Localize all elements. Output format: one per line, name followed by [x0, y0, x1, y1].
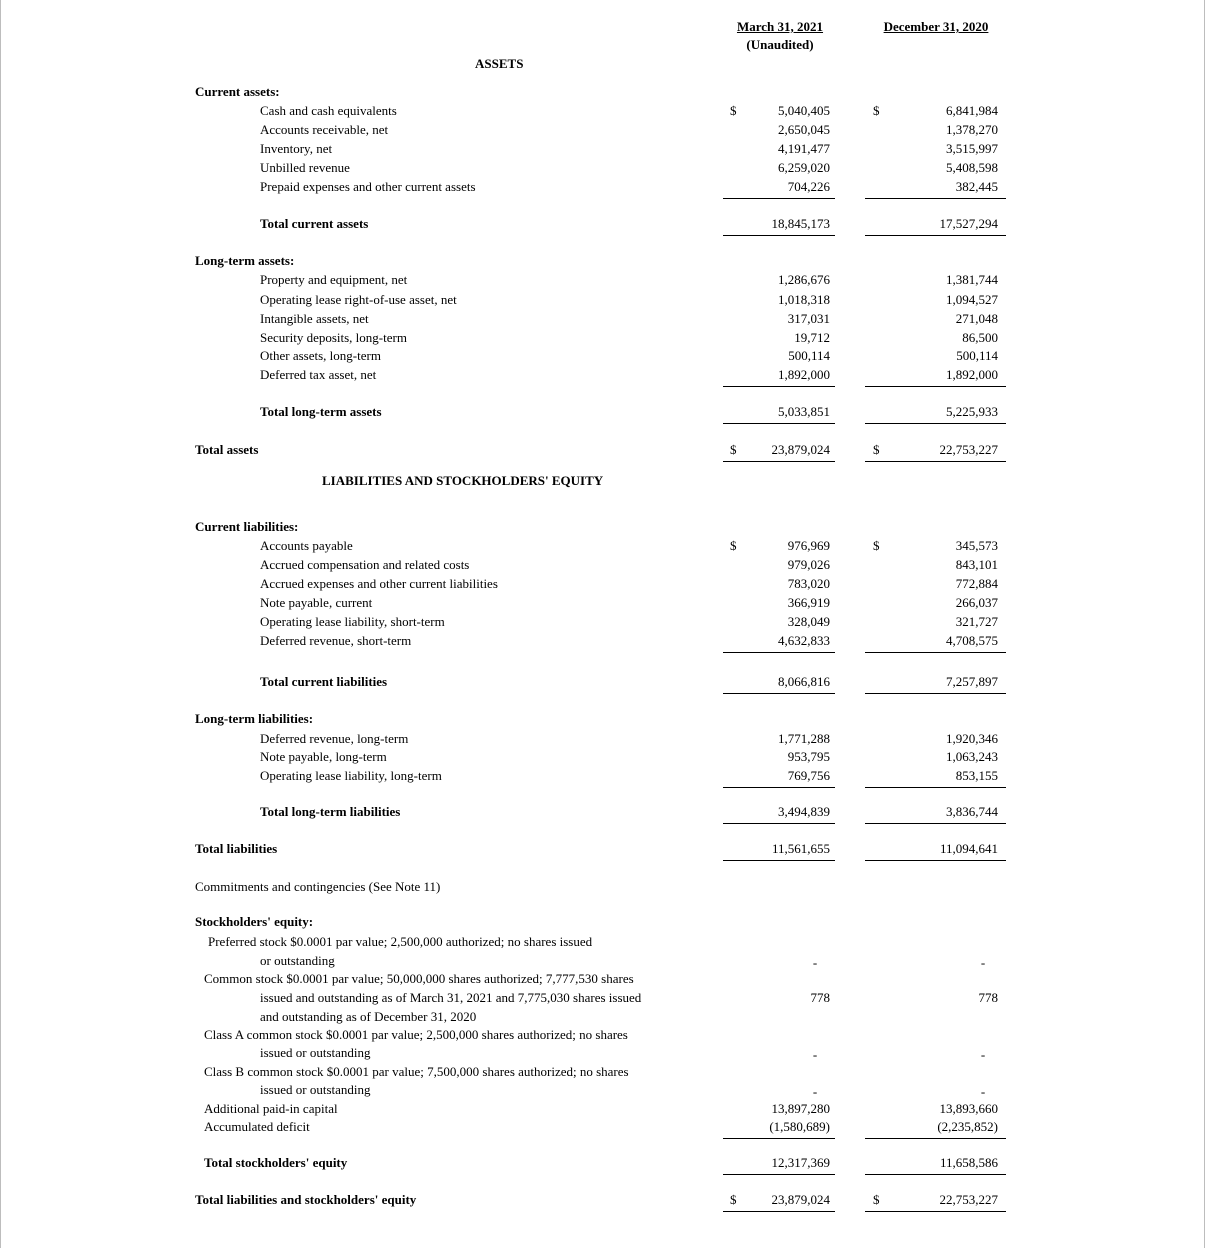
rule-line	[723, 1211, 835, 1212]
row-label: Note payable, current	[260, 595, 373, 610]
row-label: Accounts payable	[260, 538, 353, 553]
row-label: Deferred revenue, long-term	[260, 731, 409, 746]
rule-line	[723, 386, 835, 387]
rule-line	[865, 1174, 1006, 1175]
value-december-2020: 17,527,294	[939, 216, 998, 231]
rule-line	[865, 386, 1006, 387]
rule-line	[723, 198, 835, 199]
value-march-2021: 783,020	[787, 576, 830, 591]
row-label: Operating lease right-of-use asset, net	[260, 292, 457, 307]
rule-line	[865, 423, 1006, 424]
rule-line	[865, 198, 1006, 199]
value-march-2021: 19,712	[794, 330, 830, 345]
rule-line	[865, 1211, 1006, 1212]
rule-line	[723, 1138, 835, 1139]
value-december-2020: 3,836,744	[946, 804, 998, 819]
value-march-2021: 1,018,318	[778, 292, 830, 307]
row-label: Long-term assets:	[195, 253, 295, 268]
value-december-2020: 1,063,243	[946, 749, 998, 764]
rule-line	[865, 235, 1006, 236]
row-label: Note payable, long-term	[260, 749, 387, 764]
value-december-2020: 1,094,527	[946, 292, 998, 307]
value-december-2020: 7,257,897	[946, 674, 998, 689]
value-december-2020: 382,445	[955, 179, 998, 194]
value-december-2020: 5,225,933	[946, 404, 998, 419]
row-label: Class B common stock $0.0001 par value; 7,500,000 shares authorized; no shares	[204, 1064, 629, 1079]
value-march-2021: 317,031	[787, 311, 830, 326]
dollar-sign: $	[730, 538, 737, 553]
row-label: Security deposits, long-term	[260, 330, 407, 345]
value-march-2021: -	[812, 955, 818, 970]
value-march-2021: 979,026	[787, 557, 830, 572]
value-december-2020: 4,708,575	[946, 633, 998, 648]
value-march-2021: (1,580,689)	[769, 1119, 830, 1134]
dollar-sign: $	[873, 103, 880, 118]
value-march-2021: 4,632,833	[778, 633, 830, 648]
value-december-2020: -	[980, 955, 986, 970]
value-march-2021: 953,795	[787, 749, 830, 764]
row-label: Current assets:	[195, 84, 280, 99]
row-label: issued or outstanding	[260, 1082, 371, 1097]
value-december-2020: 843,101	[955, 557, 998, 572]
value-december-2020: 13,893,660	[939, 1101, 998, 1116]
row-label: Accumulated deficit	[204, 1119, 310, 1134]
value-march-2021: 3,494,839	[778, 804, 830, 819]
value-march-2021: -	[812, 1084, 818, 1099]
value-december-2020: 1,381,744	[946, 272, 998, 287]
row-label: Class A common stock $0.0001 par value; 2,500,000 shares authorized; no shares	[204, 1027, 628, 1042]
row-label: Intangible assets, net	[260, 311, 369, 326]
row-label: Preferred stock $0.0001 par value; 2,500,000 authorized; no shares issued	[208, 934, 593, 949]
row-label: Total liabilities	[195, 841, 278, 856]
rule-line	[723, 693, 835, 694]
row-label: Long-term liabilities:	[195, 711, 314, 726]
row-label: Total current assets	[260, 216, 369, 231]
value-march-2021: 704,226	[787, 179, 830, 194]
dollar-sign: $	[873, 442, 880, 457]
value-march-2021: 11,561,655	[771, 841, 830, 856]
rule-line	[723, 461, 835, 462]
value-march-2021: 1,771,288	[778, 731, 830, 746]
value-march-2021: 6,259,020	[778, 160, 830, 175]
assets-heading: ASSETS	[475, 56, 524, 71]
row-label: Total assets	[195, 442, 259, 457]
value-december-2020: 1,378,270	[946, 122, 998, 137]
value-march-2021: 976,969	[787, 538, 830, 553]
value-december-2020: 500,114	[956, 348, 998, 363]
value-march-2021: 769,756	[787, 768, 830, 783]
rule-line	[723, 823, 835, 824]
row-label: Total stockholders' equity	[204, 1155, 348, 1170]
col1-date: March 31, 2021	[736, 19, 824, 34]
value-december-2020: 778	[978, 990, 998, 1005]
value-december-2020: 11,094,641	[939, 841, 998, 856]
row-label: Operating lease liability, long-term	[260, 768, 442, 783]
value-march-2021: 778	[810, 990, 830, 1005]
value-december-2020: 5,408,598	[946, 160, 998, 175]
rule-line	[723, 423, 835, 424]
col-header-december-2020	[865, 18, 1007, 36]
value-december-2020: 1,920,346	[946, 731, 998, 746]
value-march-2021: 23,879,024	[771, 1192, 830, 1207]
row-label: Property and equipment, net	[260, 272, 408, 287]
rule-line	[865, 652, 1006, 653]
value-december-2020: (2,235,852)	[937, 1119, 998, 1134]
row-label: Unbilled revenue	[260, 160, 350, 175]
row-label: issued and outstanding as of March 31, 2021 and 7,775,030 shares issued	[260, 990, 642, 1005]
rule-line	[865, 461, 1006, 462]
dollar-sign: $	[730, 442, 737, 457]
value-december-2020: 3,515,997	[946, 141, 998, 156]
value-december-2020: 1,892,000	[946, 367, 998, 382]
row-label: Additional paid-in capital	[204, 1101, 338, 1116]
col2-date: December 31, 2020	[883, 19, 989, 34]
dollar-sign: $	[730, 1192, 737, 1207]
value-december-2020: 271,048	[955, 311, 998, 326]
value-march-2021: 2,650,045	[778, 122, 830, 137]
row-label: Total long-term liabilities	[260, 804, 401, 819]
col1-unaudited-note: (Unaudited)	[746, 37, 814, 52]
row-label: Operating lease liability, short-term	[260, 614, 445, 629]
value-march-2021: -	[812, 1047, 818, 1062]
row-label: or outstanding	[260, 953, 335, 968]
rule-line	[723, 787, 835, 788]
rule-line	[865, 860, 1006, 861]
value-march-2021: 4,191,477	[778, 141, 830, 156]
row-label: Current liabilities:	[195, 519, 299, 534]
value-december-2020: 321,727	[955, 614, 998, 629]
value-march-2021: 5,040,405	[778, 103, 830, 118]
value-march-2021: 500,114	[788, 348, 830, 363]
value-december-2020: 22,753,227	[939, 1192, 998, 1207]
rule-line	[865, 823, 1006, 824]
row-label: Cash and cash equivalents	[260, 103, 397, 118]
value-december-2020: 6,841,984	[946, 103, 998, 118]
row-label: Deferred revenue, short-term	[260, 633, 412, 648]
row-label: Deferred tax asset, net	[260, 367, 377, 382]
row-label: and outstanding as of December 31, 2020	[260, 1009, 477, 1024]
value-december-2020: 22,753,227	[939, 442, 998, 457]
value-march-2021: 1,892,000	[778, 367, 830, 382]
rule-line	[723, 235, 835, 236]
rule-line	[723, 652, 835, 653]
col-header-march-2021	[715, 18, 845, 54]
value-december-2020: 11,658,586	[939, 1155, 998, 1170]
value-december-2020: 86,500	[962, 330, 998, 345]
rule-line	[723, 1174, 835, 1175]
row-label: issued or outstanding	[260, 1045, 371, 1060]
dollar-sign: $	[873, 538, 880, 553]
value-december-2020: 345,573	[955, 538, 998, 553]
row-label: Accrued compensation and related costs	[260, 557, 470, 572]
liabilities-equity-heading: LIABILITIES AND STOCKHOLDERS' EQUITY	[322, 473, 604, 488]
row-label: Accrued expenses and other current liabilities	[260, 576, 498, 591]
value-december-2020: 266,037	[955, 595, 998, 610]
row-label: Other assets, long-term	[260, 348, 381, 363]
value-march-2021: 13,897,280	[771, 1101, 830, 1116]
dollar-sign: $	[873, 1192, 880, 1207]
value-march-2021: 12,317,369	[771, 1155, 830, 1170]
dollar-sign: $	[730, 103, 737, 118]
row-label: Prepaid expenses and other current assets	[260, 179, 476, 194]
value-december-2020: -	[980, 1084, 986, 1099]
value-march-2021: 8,066,816	[778, 674, 830, 689]
rule-line	[865, 693, 1006, 694]
row-label: Stockholders' equity:	[195, 914, 314, 929]
rule-line	[865, 787, 1006, 788]
row-label: Inventory, net	[260, 141, 333, 156]
value-march-2021: 328,049	[787, 614, 830, 629]
row-label: Total long-term assets	[260, 404, 382, 419]
value-march-2021: 366,919	[787, 595, 830, 610]
value-march-2021: 23,879,024	[771, 442, 830, 457]
value-march-2021: 18,845,173	[771, 216, 830, 231]
value-december-2020: 853,155	[955, 768, 998, 783]
row-label: Total current liabilities	[260, 674, 388, 689]
value-december-2020: 772,884	[955, 576, 998, 591]
value-march-2021: 1,286,676	[778, 272, 830, 287]
rule-line	[865, 1138, 1006, 1139]
rule-line	[723, 860, 835, 861]
row-label: Commitments and contingencies (See Note 11)	[195, 879, 441, 894]
row-label: Total liabilities and stockholders' equity	[195, 1192, 417, 1207]
row-label: Accounts receivable, net	[260, 122, 389, 137]
value-december-2020: -	[980, 1047, 986, 1062]
value-march-2021: 5,033,851	[778, 404, 830, 419]
row-label: Common stock $0.0001 par value; 50,000,000 shares authorized; 7,777,530 shares	[204, 971, 634, 986]
